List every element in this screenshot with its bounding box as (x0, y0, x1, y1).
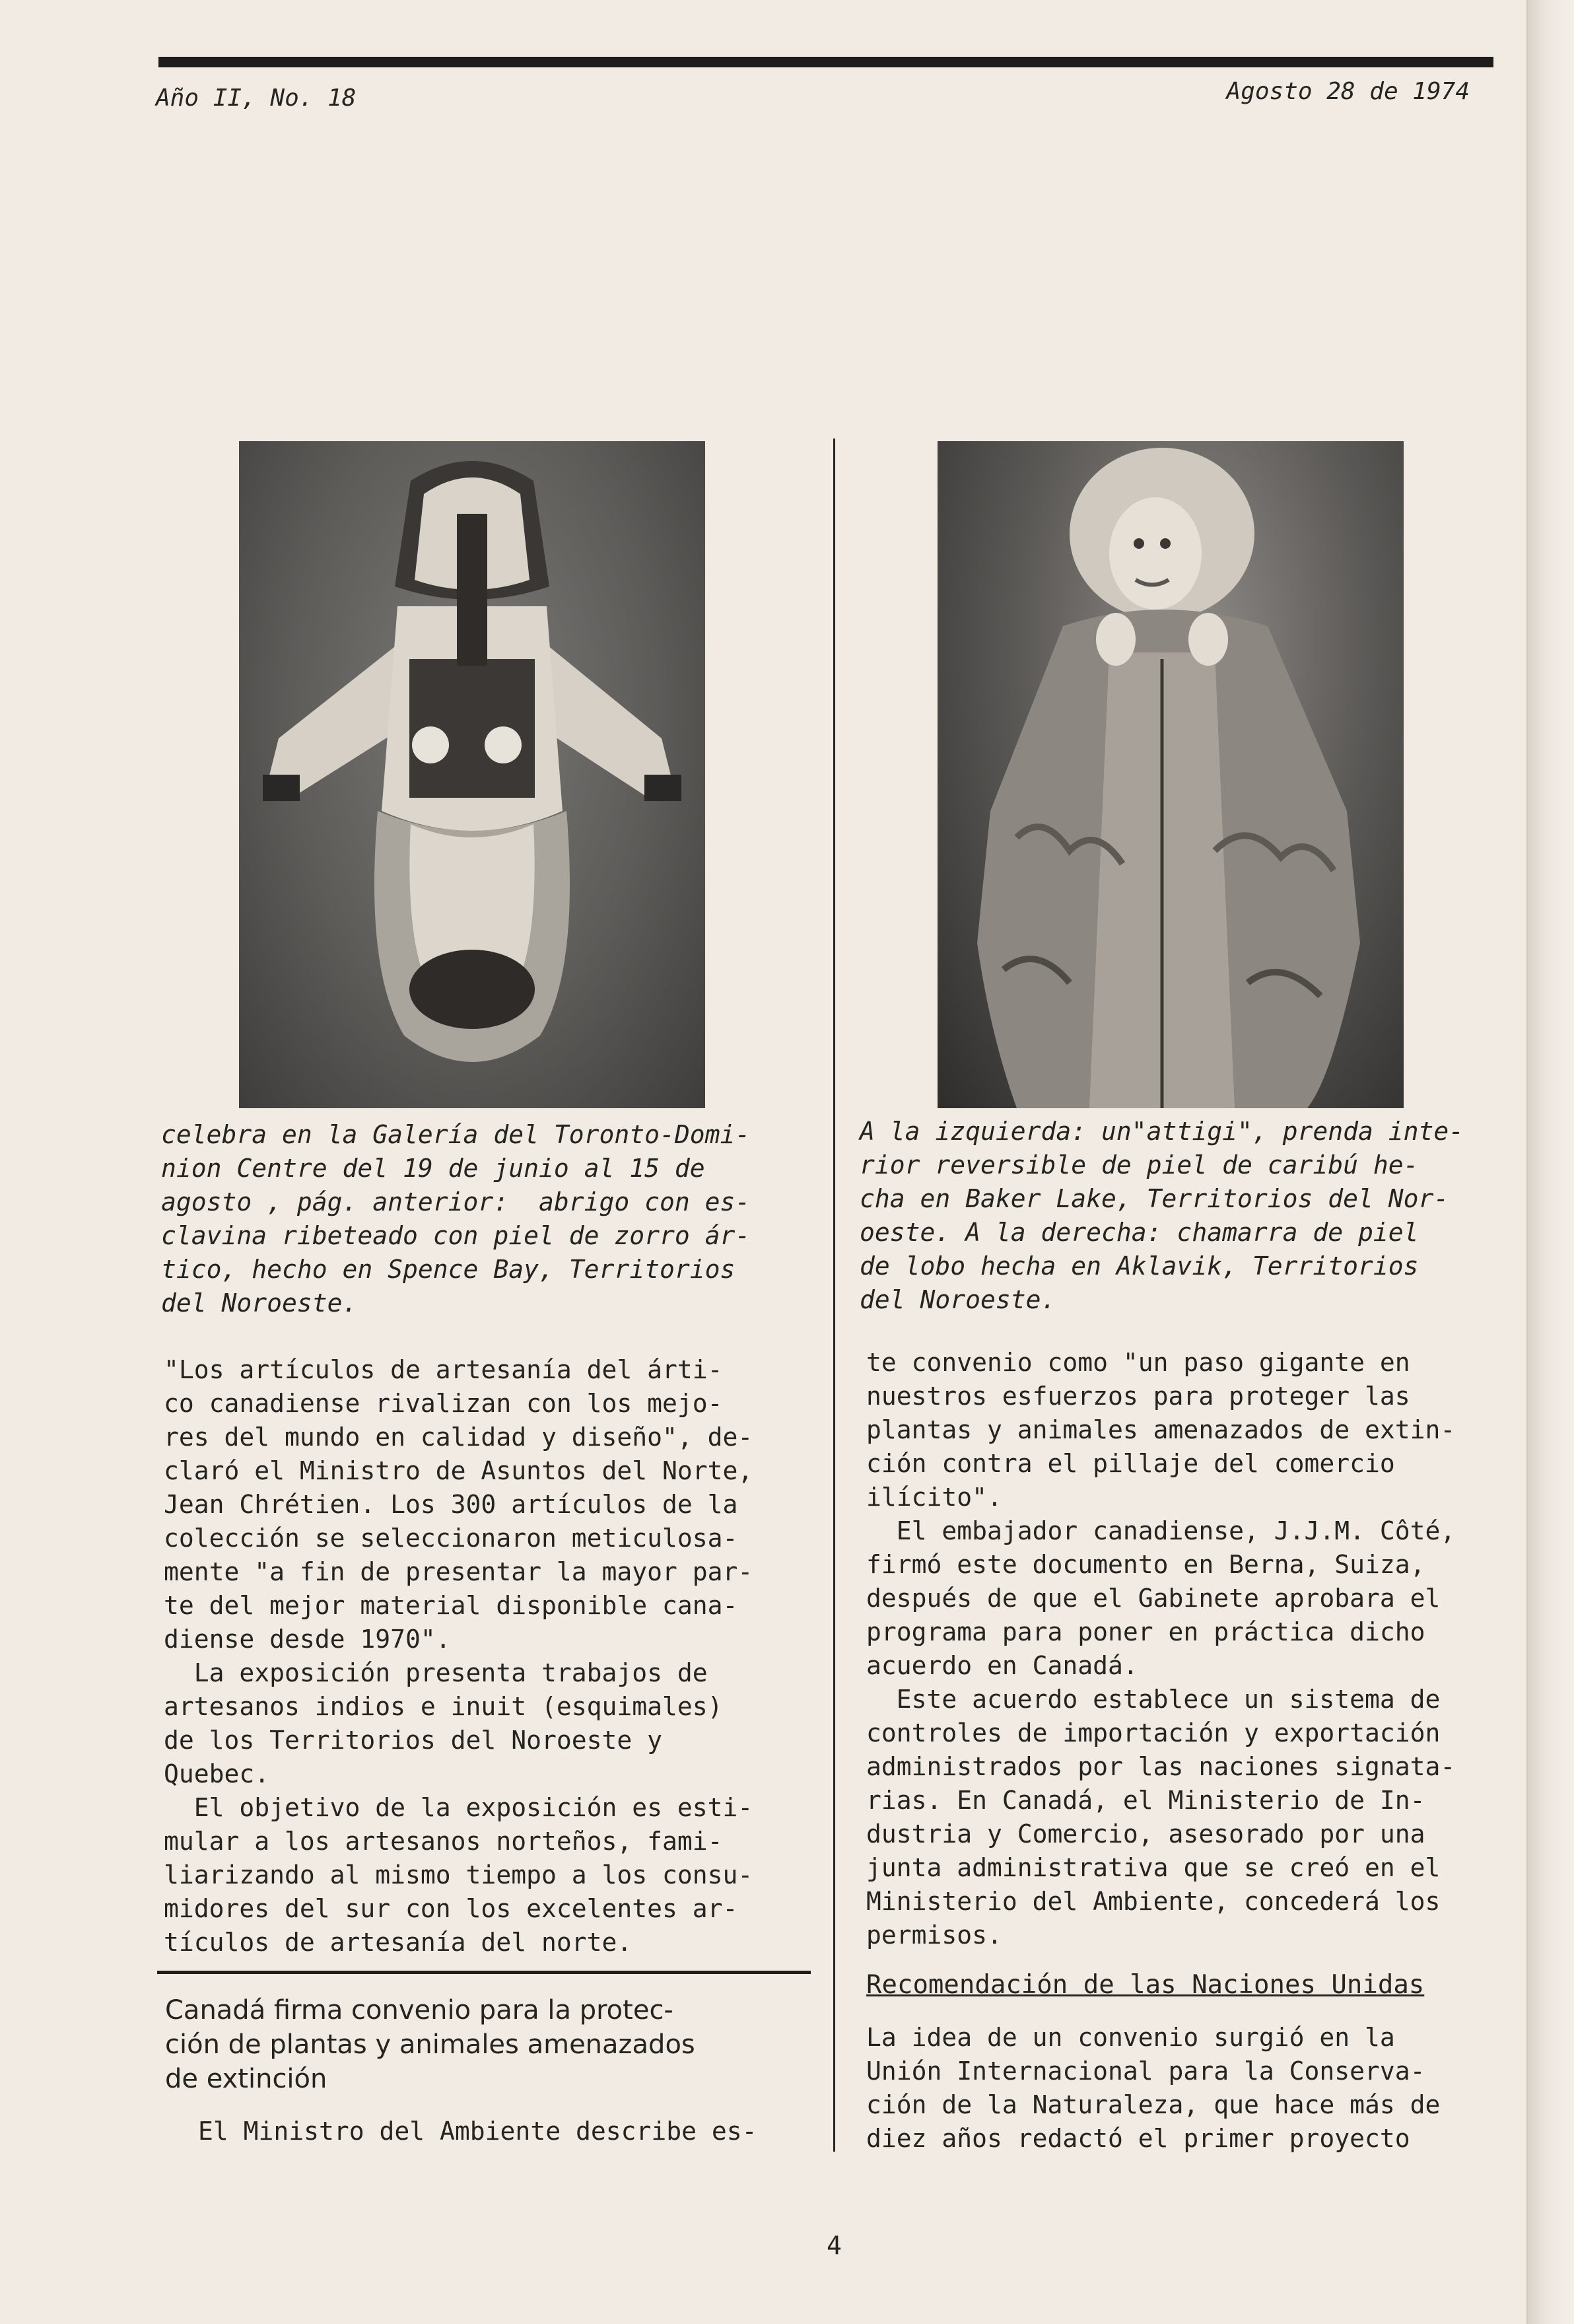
article-body-left: "Los artículos de artesanía del árti- co canadiense rivalizan con los mejo- res del mundo en calidad y diseño", de- claró el Ministro de Asuntos del Norte, Jean Chrétien. Los 300 artículos de la colección se seleccionaron meticulosa- mente "a fin de presentar la mayor par- te del mejor material disponible cana- diense desde 1970". La exposición presenta trabajos de artesanos indios e inuit (esquimales) de los Territorios del Noroeste y Quebec. El objetivo de la exposición es esti- mular a los artesanos norteños, fami- liarizando al mismo tiempo a los consu- midores del sur con los excelentes ar- tículos de artesanía del norte. (164, 1355, 753, 1957)
issue-number: Año II, No. 18 (156, 85, 357, 112)
photo-fur-jacket (938, 441, 1404, 1108)
section-rule (157, 1971, 811, 1974)
fur-jacket-illustration (938, 441, 1404, 1108)
page-edge (1526, 0, 1574, 2324)
article-body-right: te convenio como "un paso gigante en nuestros esfuerzos para proteger las plantas y animales amenazados de extin- ción contra el pillaje del comercio ilícito". El embajador canadiense, J.J.M. Côté, firmó este documento en Berna, Suiza, después de que el Gabinete aprobara el programa para poner en práctica dicho acuerdo en Canadá. Este acuerdo establece un sistema de controles de importación y exportación administrados por las naciones signata- rias. En Canadá, el Ministerio de In- dustria y Comercio, asesorado por una junta administrativa que se creó en el Ministerio del Ambiente, concederá los permisos. (866, 1348, 1456, 1950)
column-divider (833, 439, 835, 2152)
issue-date: Agosto 28 de 1974 (1226, 78, 1470, 105)
photo-parka (239, 441, 705, 1108)
article-headline: Canadá firma convenio para la protec- ción de plantas y animales amenazados de extinción (165, 1995, 695, 2094)
parka-illustration (239, 441, 705, 1108)
article-body-left-2: El Ministro del Ambiente describe es- (198, 2117, 757, 2146)
article-body-right-2: La idea de un convenio surgió en la Unión Internacional para la Conserva- ción de la Naturaleza, que hace más de diez años redactó el primer proyecto (866, 2023, 1441, 2153)
header-rule (158, 57, 1493, 67)
caption-left: celebra en la Galería del Toronto-Domi- nion Centre del 19 de junio al 15 de agosto , pág. anterior: abrigo con es- clavina ribeteado con piel de zorro ár- tico, hecho en Spence Bay, Territorios del Noroeste. (161, 1120, 751, 1318)
page-number: 4 (827, 2231, 842, 2260)
section-subheading: Recomendación de las Naciones Unidas (866, 1970, 1425, 2000)
caption-right: A la izquierda: un"attigi", prenda inte- rior reversible de piel de caribú he- cha en Baker Lake, Territorios del Nor- oeste. A la derecha: chamarra de piel de lobo hecha en Aklavik, Territorios del Noroeste. (860, 1117, 1464, 1314)
